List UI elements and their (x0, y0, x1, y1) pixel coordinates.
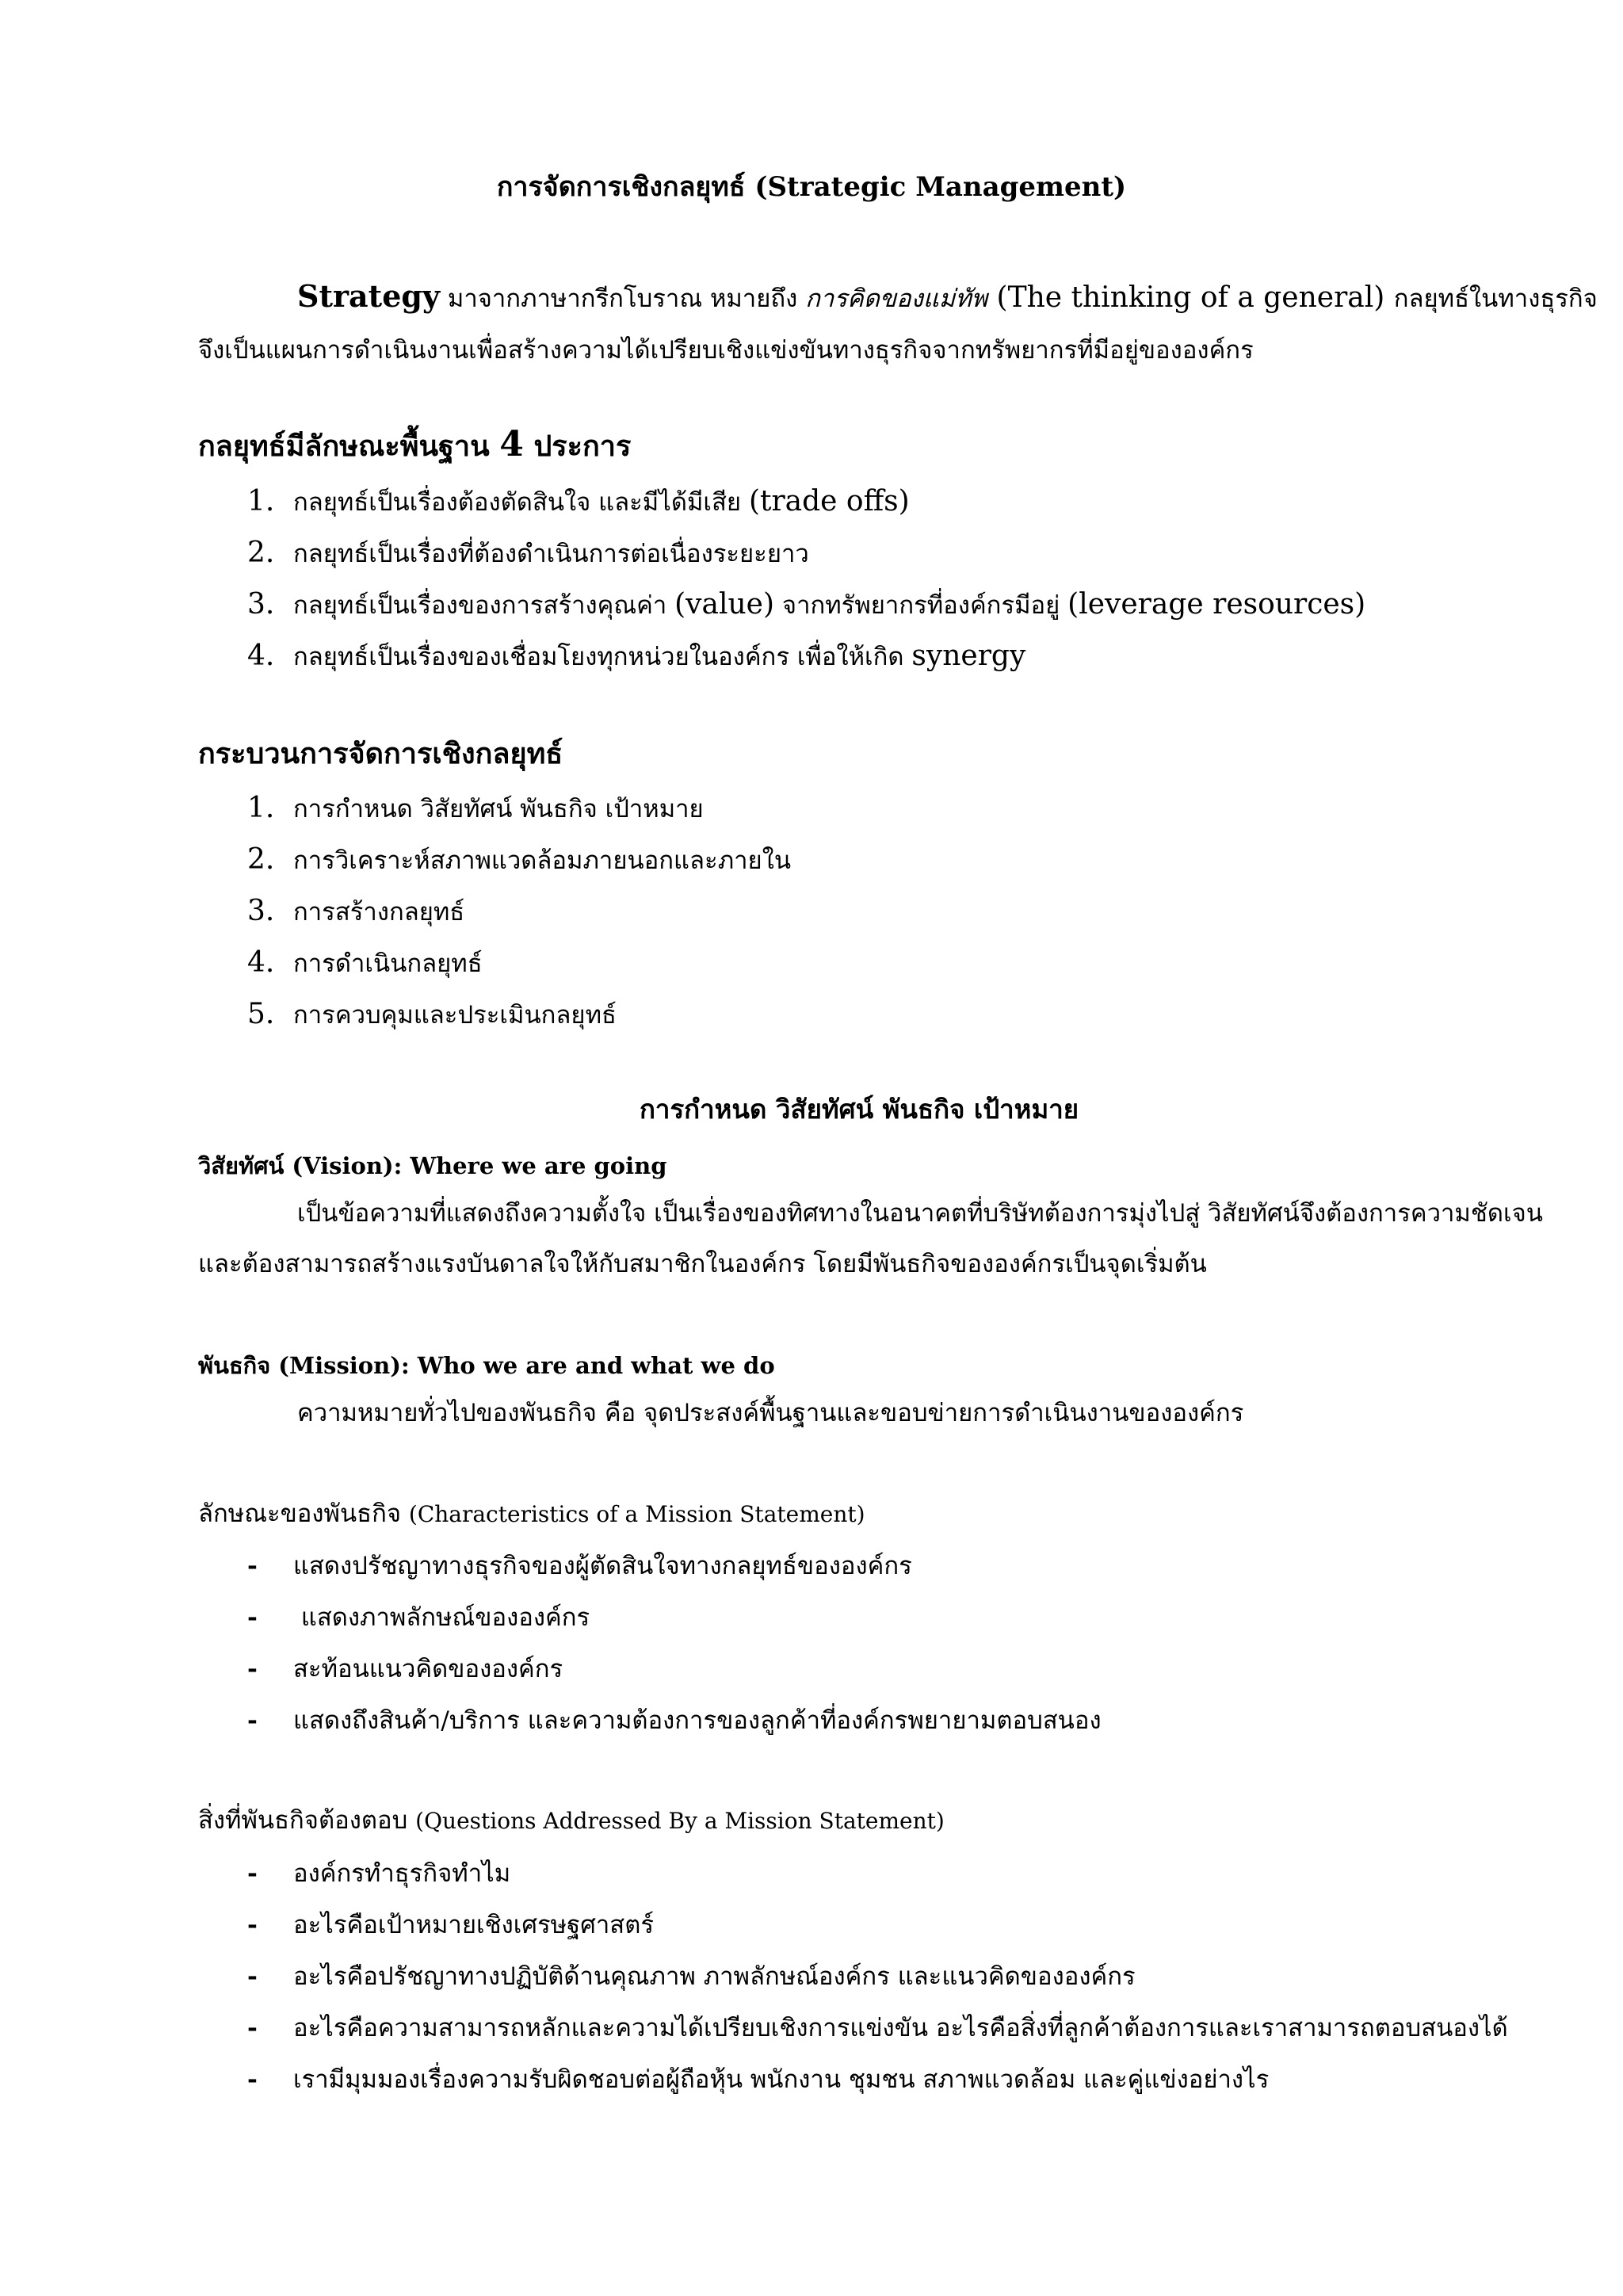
mission-label (198, 1347, 775, 1384)
bullet-text: สะท้อนแนวคิดขององค์กร (293, 1655, 563, 1683)
mission-characteristics-item (247, 1648, 563, 1688)
characteristics-heading-before: กลยุทธ์มีลักษณะพื้นฐาน (198, 430, 500, 463)
list-number: 3. (247, 895, 275, 927)
intro-italic: การคิดของแม่ทัพ (805, 285, 988, 313)
dash-bullet: - (247, 2065, 258, 2094)
list-text: กลยุทธ์เป็นเรื่องที่ต้องดำเนินการต่อเนื่องระยะยาว (293, 540, 809, 568)
list-number: 1. (247, 792, 275, 824)
characteristics-item (247, 585, 1365, 625)
mission-characteristics-label-thai: ลักษณะของพันธกิจ (198, 1499, 409, 1528)
characteristics-item (247, 482, 910, 521)
mission-characteristics-label-latin: (Characteristics of a Mission Statement) (408, 1501, 865, 1527)
list-latin: (trade offs) (748, 485, 910, 518)
list-number: 3. (247, 588, 275, 621)
intro-part-3: กลยุทธ์ในทางธุรกิจ (1393, 285, 1598, 313)
mission-questions-item (247, 2059, 1269, 2099)
section-2-title: การกำหนด วิสัยทัศน์ พันธกิจ เป้าหมาย (639, 1094, 1079, 1125)
bullet-text: อะไรคือปรัชญาทางปฏิบัติด้านคุณภาพ ภาพลักษณ์องค์กร และแนวคิดขององค์กร (293, 1962, 1136, 1991)
mission-line-1: ความหมายทั่วไปของพันธกิจ คือ จุดประสงค์พื้นฐานและขอบข่ายการดำเนินงานขององค์กร (297, 1399, 1244, 1427)
process-item (247, 789, 704, 828)
list-number: 4. (247, 640, 275, 672)
mission-questions-label-latin: (Questions Addressed By a Mission Statement) (415, 1808, 945, 1834)
list-latin-2: (leverage resources) (1067, 588, 1366, 621)
list-text: กลยุทธ์เป็นเรื่องของเชื่อมโยงทุกหน่วยในองค์กร เพื่อให้เกิด (293, 643, 912, 671)
vision-line-1: เป็นข้อความที่แสดงถึงความตั้งใจ เป็นเรื่องของทิศทางในอนาคตที่บริษัทต้องการมุ่งไปสู่ วิสัยทัศน์จึงต้องการความชัดเจน (297, 1199, 1543, 1228)
mission-label-text: พันธกิจ (Mission): Who we are and what we do (198, 1352, 775, 1379)
list-number: 2. (247, 843, 275, 876)
list-number: 4. (247, 946, 275, 979)
mission-questions-label (198, 1803, 945, 1839)
bullet-text: อะไรคือความสามารถหลักและความได้เปรียบเชิงการแข่งขัน อะไรคือสิ่งที่ลูกค้าต้องการและเราสามารถตอบสนองได้ (293, 2014, 1508, 2042)
bullet-text: แสดงภาพลักษณ์ขององค์กร (293, 1603, 590, 1632)
list-text: การวิเคราะห์สภาพแวดล้อมภายนอกและภายใน (293, 846, 792, 875)
dash-bullet: - (247, 1962, 258, 1991)
characteristics-heading-after: ประการ (523, 430, 632, 463)
mission-characteristics-item (247, 1597, 590, 1637)
characteristics-heading (198, 423, 631, 468)
intro-part-2: (The thinking of a general) (987, 281, 1394, 314)
characteristics-heading-number: 4 (499, 424, 524, 464)
mission-questions-item (247, 1904, 654, 1944)
list-text: กลยุทธ์เป็นเรื่องต้องตัดสินใจ และมีได้มีเสีย (293, 488, 749, 517)
mission-characteristics-item (247, 1545, 912, 1585)
list-text: การสร้างกลยุทธ์ (293, 898, 465, 926)
characteristics-item (247, 533, 809, 573)
process-item (247, 943, 483, 983)
list-latin: synergy (911, 640, 1026, 672)
list-text: การดำเนินกลยุทธ์ (293, 949, 483, 978)
bullet-text: เรามีมุมมองเรื่องความรับผิดชอบต่อผู้ถือหุ้น พนักงาน ชุมชน สภาพแวดล้อม และคู่แข่งอย่างไร (293, 2065, 1270, 2094)
list-latin: (value) (674, 588, 775, 621)
dash-bullet: - (247, 1911, 258, 1939)
list-text: กลยุทธ์เป็นเรื่องของการสร้างคุณค่า (293, 591, 675, 620)
page-title: การจัดการเชิงกลยุทธ์ (Strategic Management) (496, 171, 1127, 203)
list-text-2: จากทรัพยากรที่องค์กรมีอยู่ (774, 591, 1068, 620)
intro-line-1 (297, 279, 1598, 316)
list-text: การควบคุมและประเมินกลยุทธ์ (293, 1001, 617, 1030)
list-number: 5. (247, 998, 275, 1030)
process-item (247, 840, 791, 880)
vision-label (198, 1148, 667, 1184)
dash-bullet: - (247, 1655, 258, 1683)
intro-line-2: จึงเป็นแผนการดำเนินงานเพื่อสร้างความได้เปรียบเชิงแข่งขันทางธุรกิจจากทรัพยากรที่มีอยู่ขององค์กร (198, 336, 1254, 365)
dash-bullet: - (247, 1859, 258, 1888)
bullet-text: องค์กรทำธุรกิจทำไม (293, 1859, 511, 1888)
mission-characteristics-label (198, 1496, 865, 1532)
vision-line-2: และต้องสามารถสร้างแรงบันดาลใจให้กับสมาชิกในองค์กร โดยมีพันธกิจขององค์กรเป็นจุดเริ่มต้น (198, 1250, 1207, 1278)
list-number: 2. (247, 537, 275, 569)
characteristics-item (247, 636, 1025, 676)
mission-questions-item (247, 1853, 510, 1893)
bullet-text: อะไรคือเป้าหมายเชิงเศรษฐศาสตร์ (293, 1911, 655, 1939)
mission-questions-item (247, 2008, 1508, 2047)
list-number: 1. (247, 485, 275, 518)
process-item (247, 892, 464, 931)
dash-bullet: - (247, 2014, 258, 2042)
mission-characteristics-item (247, 1700, 1102, 1740)
mission-questions-item (247, 1956, 1136, 1996)
mission-questions-label-thai: สิ่งที่พันธกิจต้องตอบ (198, 1806, 416, 1835)
intro-part-1: มาจากภาษากรีกโบราณ หมายถึง (440, 285, 806, 313)
list-text: การกำหนด วิสัยทัศน์ พันธกิจ เป้าหมาย (293, 795, 704, 823)
dash-bullet: - (247, 1706, 258, 1735)
bullet-text: แสดงปรัชญาทางธุรกิจของผู้ตัดสินใจทางกลยุทธ์ขององค์กร (293, 1552, 912, 1580)
bullet-text: แสดงถึงสินค้า/บริการ และความต้องการของลูกค้าที่องค์กรพยายามตอบสนอง (293, 1706, 1102, 1735)
intro-term: Strategy (297, 278, 441, 314)
process-heading: กระบวนการจัดการเชิงกลยุทธ์ (198, 737, 563, 770)
dash-bullet: - (247, 1552, 258, 1580)
process-item (247, 995, 617, 1034)
vision-label-text: วิสัยทัศน์ (Vision): Where we are going (198, 1152, 667, 1179)
dash-bullet: - (247, 1603, 258, 1632)
